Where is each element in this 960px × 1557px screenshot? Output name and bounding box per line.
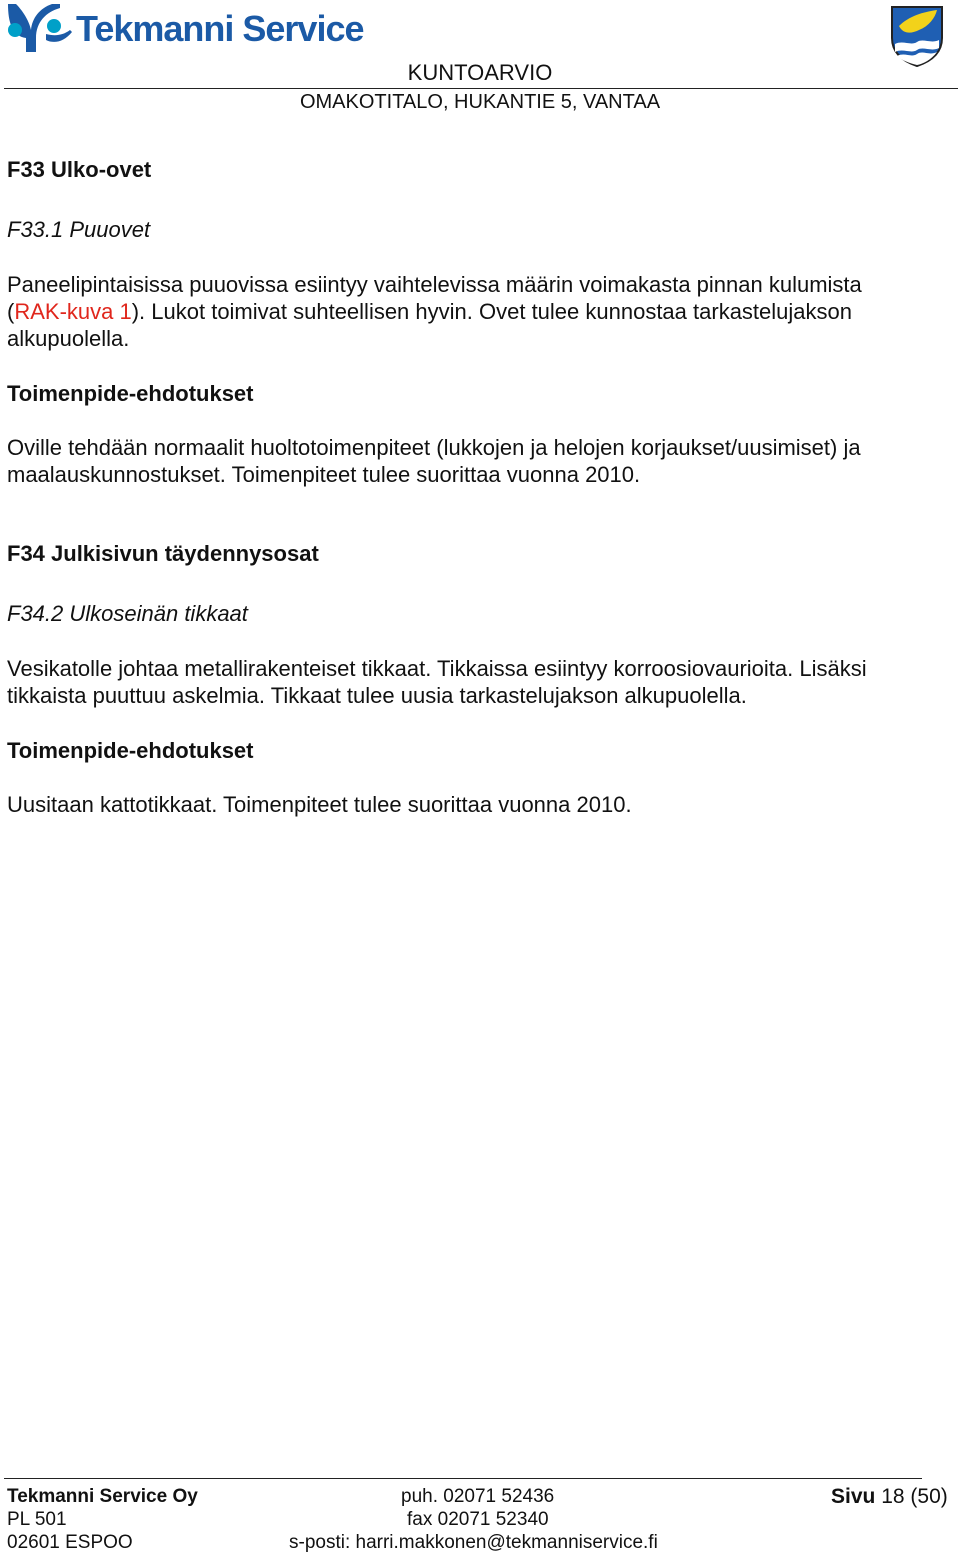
section-heading-f34: F34 Julkisivun täydennysosat <box>7 541 319 566</box>
footer-phone: puh. 02071 52436 <box>401 1486 555 1507</box>
header-divider <box>4 88 958 89</box>
footer-po-box: PL 501 <box>7 1509 67 1530</box>
paragraph-line: tikkaista puuttuu askelmia. Tikkaat tulee uusia tarkastelujakson alkupuolella. <box>7 683 747 708</box>
page-label: Sivu <box>831 1485 876 1508</box>
actions-heading-f33: Toimenpide-ehdotukset <box>7 381 254 406</box>
logo-mark-icon <box>6 2 76 62</box>
paragraph-line: alkupuolella. <box>7 326 130 351</box>
paragraph-line: Oville tehdään normaalit huoltotoimenpiteet (lukkojen ja helojen korjaukset/uusimiset) ja <box>7 435 861 460</box>
document-title: KUNTOARVIO <box>407 60 553 85</box>
paragraph-line: maalauskunnostukset. Toimenpiteet tulee suorittaa vuonna 2010. <box>7 462 641 487</box>
footer-divider <box>4 1478 922 1479</box>
paragraph-line: Paneelipintaisissa puuovissa esiintyy vaihtelevissa määrin voimakasta pinnan kulumista <box>7 272 862 297</box>
paragraph-f33-1 <box>7 271 947 352</box>
paragraph-f34-actions: Uusitaan kattotikkaat. Toimenpiteet tulee suorittaa vuonna 2010. <box>7 792 632 817</box>
coat-of-arms-icon <box>889 4 945 68</box>
section-heading-f33: F33 Ulko-ovet <box>7 157 152 182</box>
page-total: (50) <box>910 1485 948 1508</box>
page-number: 18 <box>881 1485 905 1508</box>
subsection-heading-f34-2: F34.2 Ulkoseinän tikkaat <box>7 601 248 626</box>
paragraph-line <box>7 298 947 325</box>
paragraph-text: ( <box>7 299 15 324</box>
footer-company: Tekmanni Service Oy <box>7 1486 198 1507</box>
paragraph-line: Vesikatolle johtaa metallirakenteiset tikkaat. Tikkaissa esiintyy korroosiovaurioita. Lisäksi <box>7 656 867 681</box>
footer-fax: fax 02071 52340 <box>407 1509 549 1530</box>
figure-reference-link[interactable]: RAK-kuva 1 <box>14 299 132 324</box>
logo-text: Tekmanni Service <box>76 8 364 49</box>
paragraph-text: ). Lukot toimivat suhteellisen hyvin. Ovet tulee kunnostaa tarkastelujakson <box>131 299 852 324</box>
paragraph-f34-2 <box>7 655 947 709</box>
actions-heading-f34: Toimenpide-ehdotukset <box>7 738 254 763</box>
page-indicator <box>831 1485 948 1509</box>
footer-city: 02601 ESPOO <box>7 1532 133 1553</box>
paragraph-f33-actions <box>7 434 947 488</box>
document-subtitle: OMAKOTITALO, HUKANTIE 5, VANTAA <box>299 91 661 113</box>
subsection-heading-f33-1: F33.1 Puuovet <box>7 217 151 242</box>
footer-email[interactable]: s-posti: harri.makkonen@tekmanniservice.fi <box>289 1532 658 1553</box>
